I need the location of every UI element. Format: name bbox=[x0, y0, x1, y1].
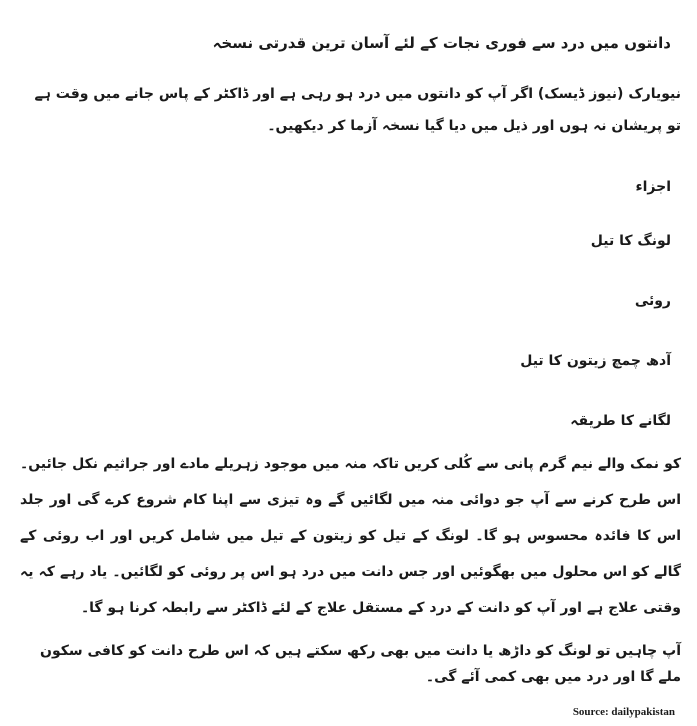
article-title: دانتوں میں درد سے فوری نجات کے لئے آسان ترین قدرتی نسخہ bbox=[212, 34, 671, 52]
ingredient-item: روئی bbox=[634, 293, 671, 309]
ingredients-heading: اجزاء bbox=[635, 179, 671, 195]
source-credit: Source: dailypakistan bbox=[572, 706, 675, 718]
intro-paragraph: نیویارک (نیوز ڈیسک) اگر آپ کو دانتوں میں درد ہو رہی ہے اور ڈاکٹر کے پاس جانے میں وقت ہے تو پریشان نہ ہوں اور ذیل میں دیا گیا نسخہ آزما کر دیکھیں۔ bbox=[34, 86, 681, 134]
ingredient-item: لونگ کا تیل bbox=[590, 233, 671, 249]
ingredient-item: آدھ چمچ زیتون کا تیل bbox=[520, 353, 671, 369]
method-heading: لگانے کا طریقہ bbox=[570, 413, 671, 429]
closing-paragraph: آپ چاہیں تو لونگ کو داڑھ یا دانت میں بھی رکھ سکتے ہیں کہ اس طرح دانت کو کافی سکون ملے گا اور درد میں بھی کمی آئے گی۔ bbox=[40, 643, 681, 685]
method-paragraph: کو نمک والے نیم گرم پانی سے کُلی کریں تاکہ منہ میں موجود زہریلے مادے اور جراثیم نکل جائیں۔ اس طرح کرنے سے آپ جو دوائی منہ میں لگائیں گے وہ تیزی سے اپنا کام شروع کرے گی اور جلد اس کا فائدہ محسوس ہو گا۔ لونگ کے تیل کو زیتون کے تیل میں شامل کریں اور اب روئی کے گالے کو اس محلول میں بھگوئیں اور جس دانت میں درد ہو اس پر روئی کو لگائیں۔ یاد رہے کہ یہ وقتی علاج ہے اور آپ کو دانت کے درد کے مستقل علاج کے لئے ڈاکٹر سے رابطہ کرنا ہو گا۔ bbox=[20, 456, 681, 616]
